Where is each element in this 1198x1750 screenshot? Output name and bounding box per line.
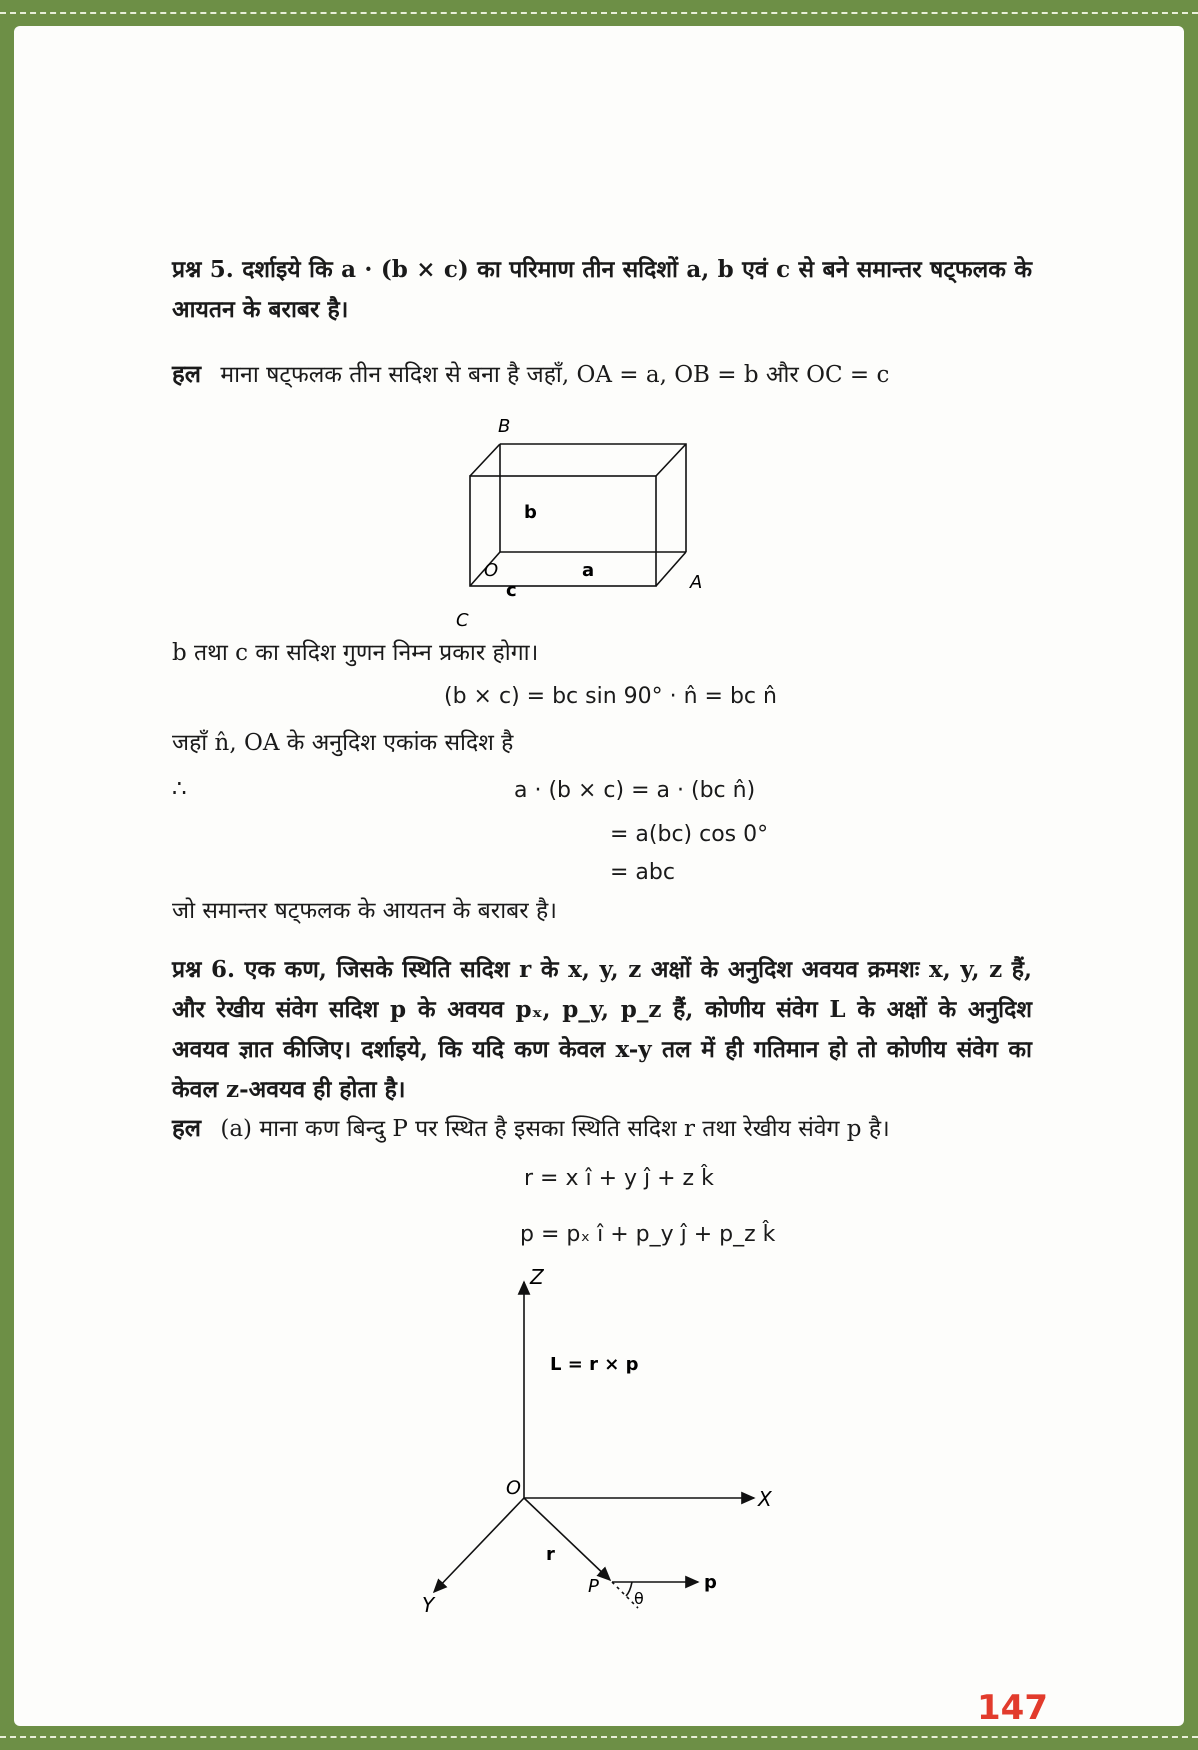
question-6-label: प्रश्न 6. — [172, 956, 235, 983]
bottom-border — [0, 1736, 1198, 1738]
top-border — [0, 12, 1198, 14]
equation-2: a · (b × c) = a · (bc n̂) — [514, 778, 756, 803]
label-C: C — [456, 610, 469, 631]
question-5 — [172, 250, 1032, 330]
line-equal: जो समान्तर षट्फलक के आयतन के बराबर है। — [172, 898, 557, 924]
equation-1: (b × c) = bc sin 90° · n̂ = bc n̂ — [444, 684, 777, 709]
label-a: a — [582, 560, 595, 581]
equation-3: = a(bc) cos 0° — [610, 822, 769, 847]
page — [14, 26, 1184, 1726]
line-bc: b तथा c का सदिश गुणन निम्न प्रकार होगा। — [172, 640, 539, 666]
back-face — [500, 444, 686, 552]
label-r: r — [546, 1544, 555, 1565]
question-5-text: दर्शाइये कि a · (b × c) का परिमाण तीन सदिशों a, b एवं c से बने समान्तर षट्फलक के आयतन के बराबर है। — [172, 256, 1033, 323]
solution-6-label: हल — [172, 1113, 202, 1142]
label-theta: θ — [634, 1589, 644, 1608]
label-L: L = r × p — [550, 1354, 639, 1375]
page-number: 147 — [977, 1688, 1048, 1728]
label-Z: Z — [530, 1265, 544, 1289]
solution-5-text: माना षट्फलक तीन सदिश से बना है जहाँ, OA = a, OB = b और OC = c — [220, 362, 890, 388]
question-6-text: एक कण, जिसके स्थिति सदिश r के x, y, z अक्षों के अनुदिश अवयव क्रमशः x, y, z हैं, और रेखीय संवेग सदिश p के अवयव pₓ, p_y, p_z हैं, कोणीय संवेग L के अक्षों के अनुदिश अवयव ज्ञात कीजिए। दर्शाइये, कि यदि कण केवल x-y तल में ही गतिमान हो तो कोणीय संवेग का केवल z-अवयव ही होता है। — [172, 956, 1033, 1103]
question-6 — [172, 950, 1032, 1110]
solution-6-text: (a) माना कण बिन्दु P पर स्थित है इसका स्थिति सदिश r तथा रेखीय संवेग p है। — [220, 1116, 890, 1142]
solution-6 — [172, 1110, 1032, 1147]
label-O-origin: O — [506, 1477, 521, 1499]
label-A: A — [690, 572, 703, 593]
theta-arc — [626, 1582, 632, 1596]
label-Y: Y — [422, 1593, 435, 1617]
label-p: p — [704, 1572, 717, 1593]
question-5-label: प्रश्न 5. — [172, 256, 234, 283]
equation-6: p = pₓ î + p_y ĵ + p_z k̂ — [520, 1222, 776, 1247]
line-where: जहाँ n̂, OA के अनुदिश एकांक सदिश है — [172, 730, 514, 756]
label-c: c — [506, 580, 517, 601]
equation-4: = abc — [610, 860, 675, 885]
label-O: O — [484, 560, 499, 581]
equation-5: r = x î + y ĵ + z k̂ — [524, 1166, 714, 1191]
y-axis — [434, 1498, 524, 1592]
label-X: X — [758, 1487, 772, 1511]
label-P: P — [588, 1576, 599, 1597]
angular-momentum-figure — [394, 1262, 834, 1622]
parallelepiped-figure — [454, 400, 784, 640]
label-B: B — [498, 416, 511, 437]
solution-5 — [172, 356, 1032, 393]
label-b: b — [524, 502, 537, 523]
therefore-symbol: ∴ — [172, 776, 187, 802]
position-vector-r — [524, 1498, 610, 1580]
solution-5-label: हल — [172, 359, 202, 388]
